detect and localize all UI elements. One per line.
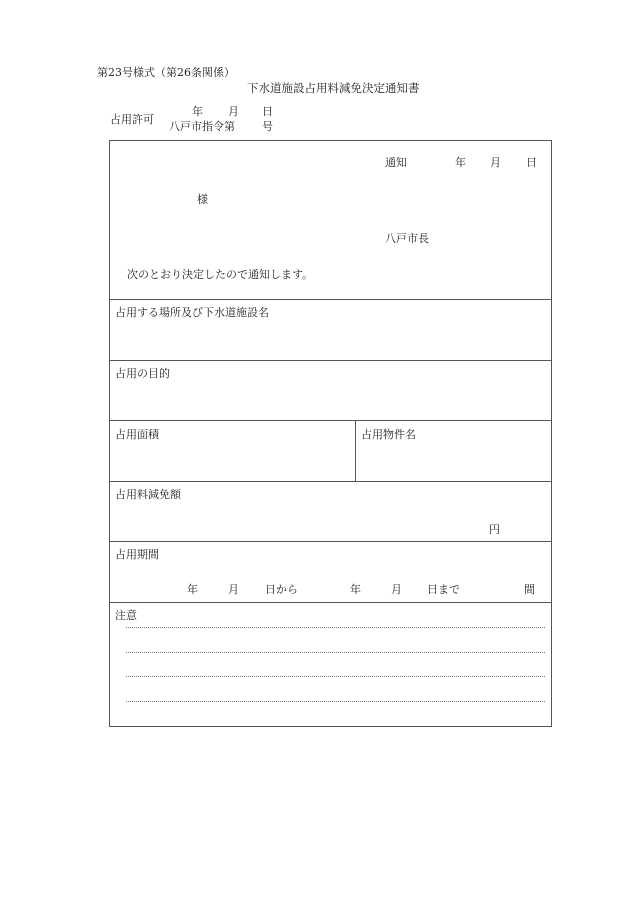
divider [110, 360, 551, 361]
reduction-label: 占用料減免額 [115, 488, 181, 501]
yen-unit: 円 [489, 523, 500, 536]
period-to-day: 日まで [427, 583, 460, 596]
object-label: 占用物件名 [361, 428, 416, 441]
notes-dotted-line [126, 676, 545, 677]
sender-name: 八戸市長 [385, 232, 429, 245]
notice-year: 年 [455, 156, 466, 169]
period-label: 占用期間 [115, 548, 159, 561]
notice-month: 月 [490, 156, 501, 169]
notes-label: 注意 [115, 609, 137, 622]
addressee-suffix: 様 [197, 193, 208, 206]
period-to-year: 年 [350, 583, 361, 596]
permit-issuer: 八戸市指令第 [169, 120, 235, 133]
document-title: 下水道施設占用料減免決定通知書 [247, 81, 420, 95]
form-table [109, 140, 552, 727]
permit-year: 年 [192, 105, 203, 118]
divider [110, 420, 551, 421]
permit-day: 日 [262, 105, 273, 118]
permit-label: 占用許可 [110, 113, 154, 126]
period-from-month: 月 [228, 583, 239, 596]
period-from-day: 日から [265, 583, 298, 596]
permit-month: 月 [228, 105, 239, 118]
divider [110, 481, 551, 482]
divider [110, 602, 551, 603]
purpose-label: 占用の目的 [115, 367, 170, 380]
notice-message: 次のとおり決定したので通知します。 [127, 268, 314, 281]
permit-number-suffix: 号 [262, 120, 273, 133]
form-number: 第23号様式（第26条関係） [97, 66, 235, 79]
notice-day: 日 [526, 156, 537, 169]
location-label: 占用する場所及び下水道施設名 [115, 306, 269, 319]
period-duration: 間 [524, 583, 535, 596]
period-to-month: 月 [391, 583, 402, 596]
notes-dotted-line [126, 652, 545, 653]
divider [110, 541, 551, 542]
column-divider [355, 420, 356, 481]
area-label: 占用面積 [115, 428, 159, 441]
period-from-year: 年 [187, 583, 198, 596]
notice-label: 通知 [385, 156, 407, 169]
notes-dotted-line [126, 627, 545, 628]
divider [110, 299, 551, 300]
notes-dotted-line [126, 701, 545, 702]
